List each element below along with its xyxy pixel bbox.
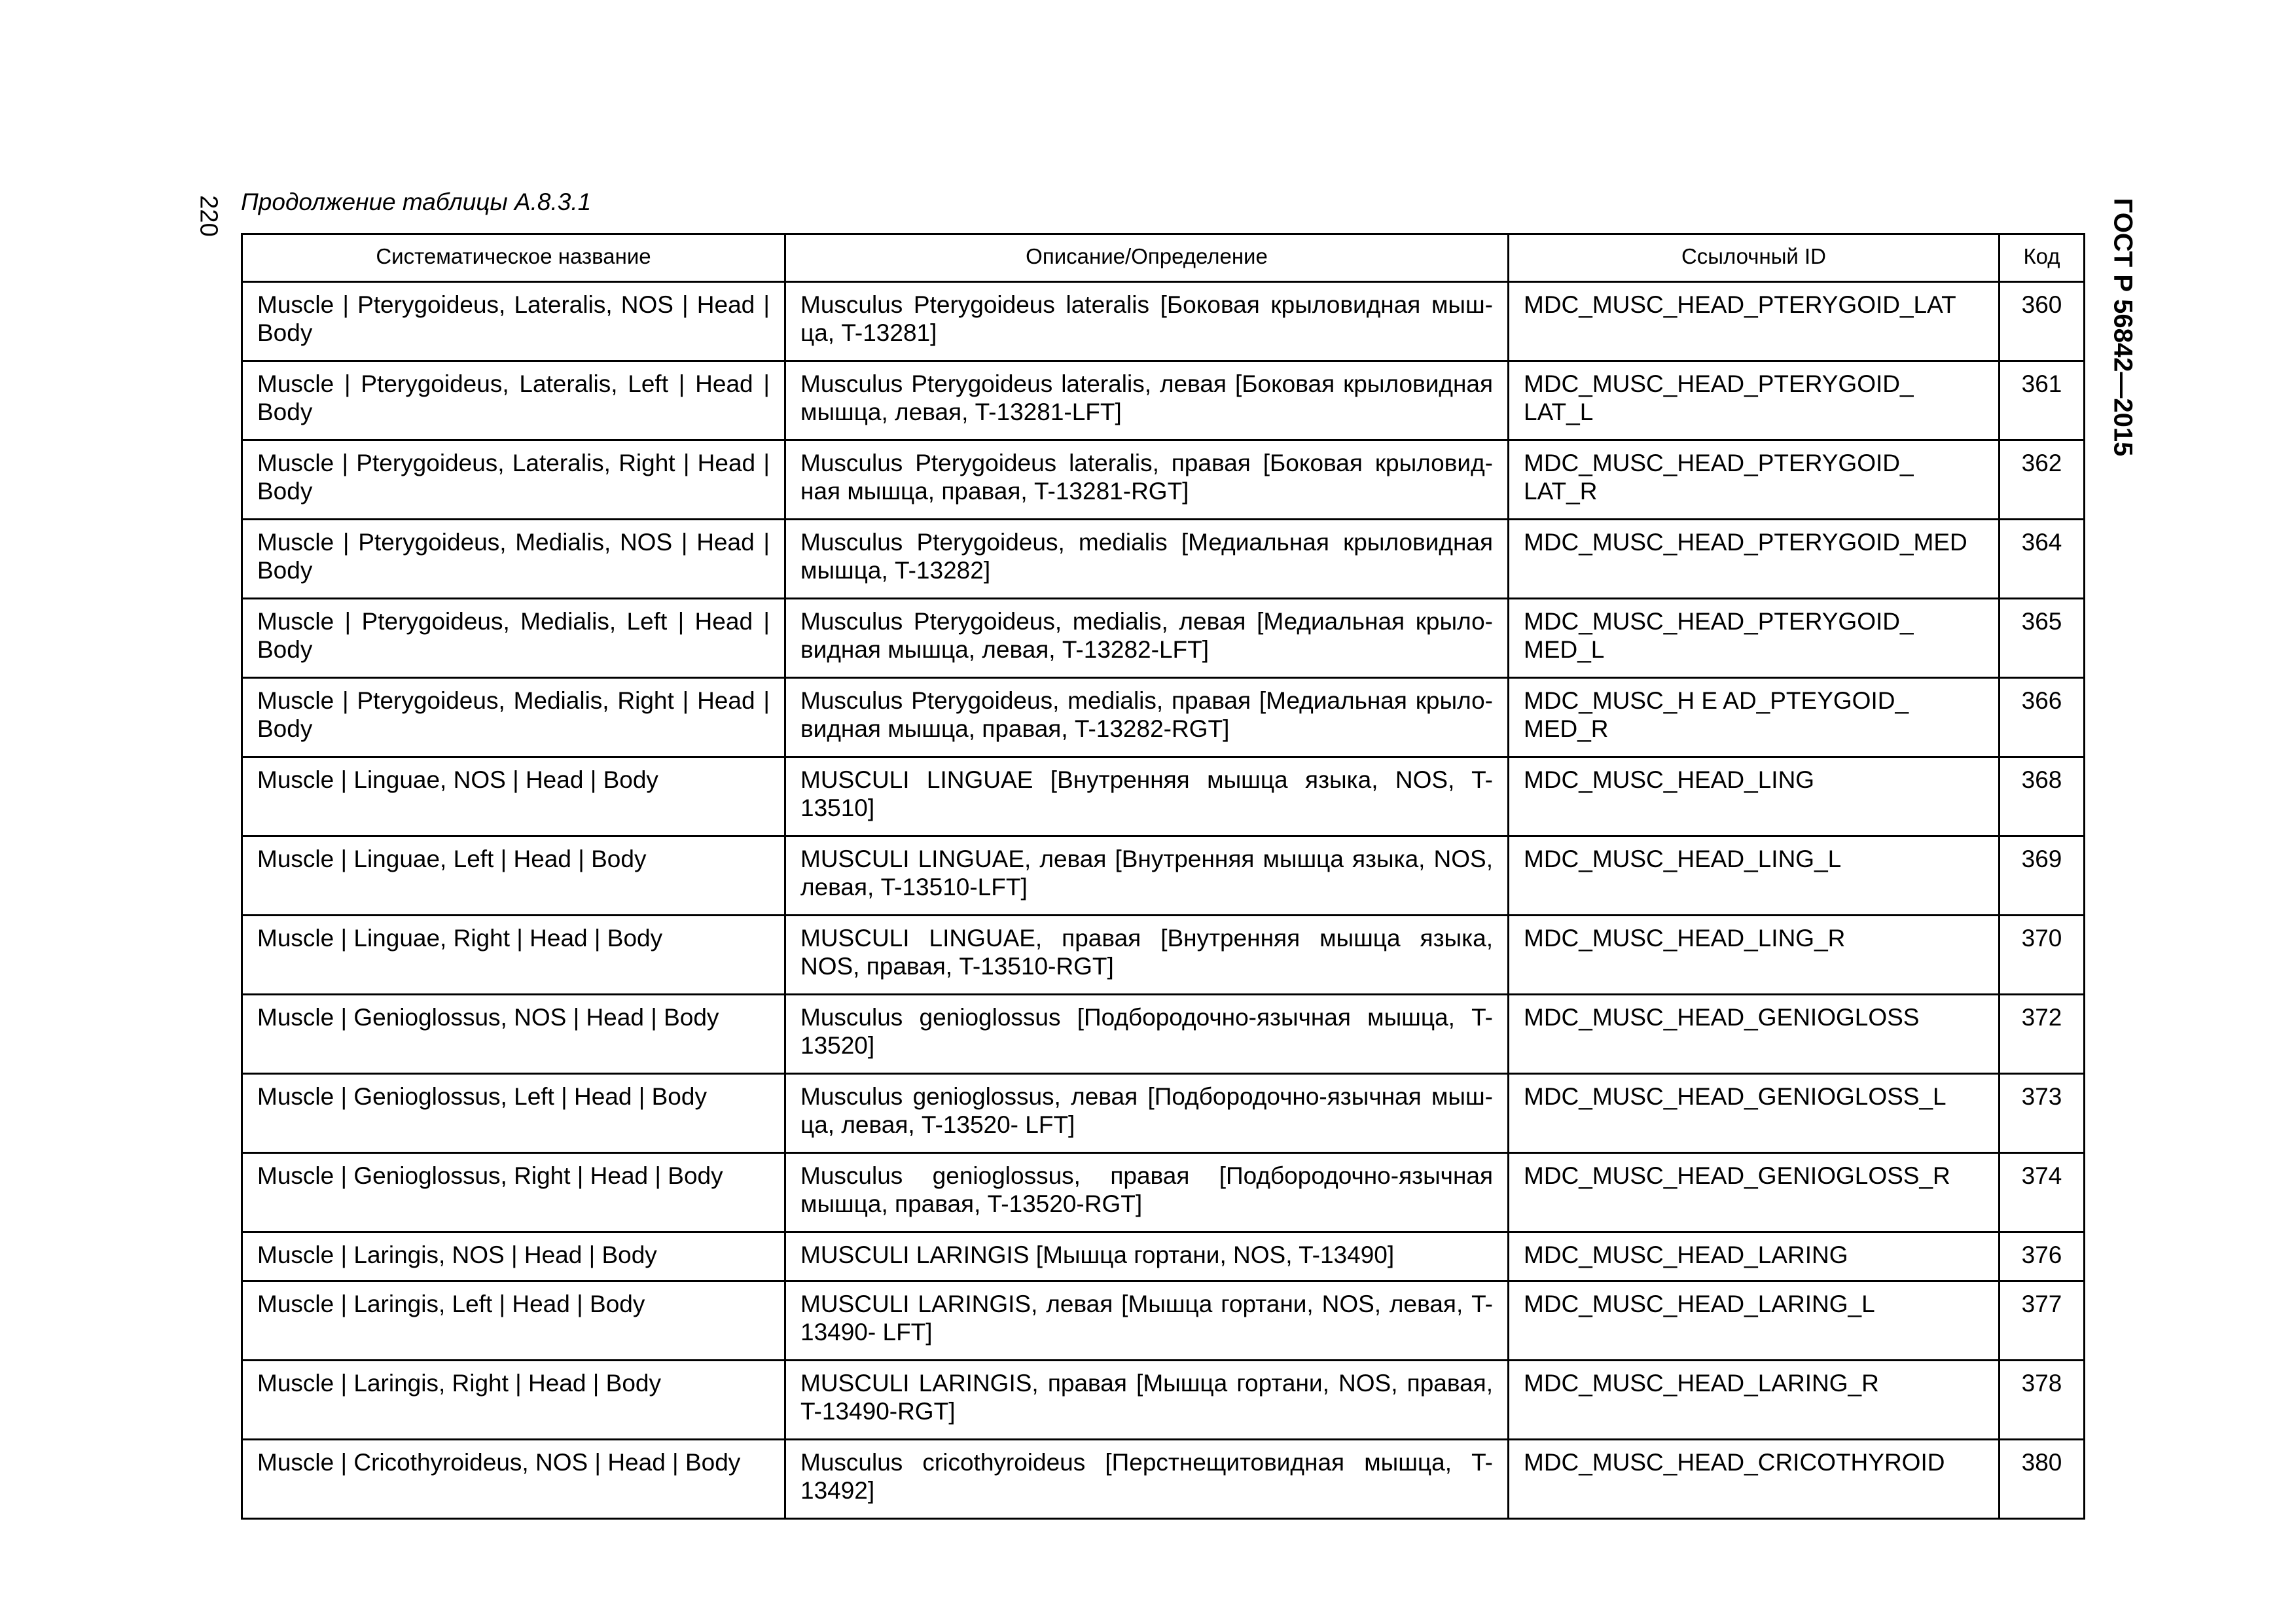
cell-code: 374 xyxy=(2000,1153,2085,1232)
cell-reference-id: MDC_MUSC_HEAD_LING xyxy=(1509,757,2000,836)
cell-code: 373 xyxy=(2000,1074,2085,1153)
cell-reference-id: MDC_MUSC_HEAD_LING_L xyxy=(1509,836,2000,916)
cell-reference-id: MDC_MUSC_HEAD_PTERYGOID_ MED_L xyxy=(1509,599,2000,678)
cell-reference-id: MDC_MUSC_H E AD_PTEYGOID_ MED_R xyxy=(1509,678,2000,757)
cell-reference-id: MDC_MUSC_HEAD_LARING xyxy=(1509,1232,2000,1281)
cell-reference-id: MDC_MUSC_HEAD_LARING_L xyxy=(1509,1281,2000,1361)
table-row xyxy=(242,836,2085,916)
cell-systematic-name: Muscle | Pterygoideus, Lateralis, Left | Head | Body xyxy=(242,361,785,440)
cell-systematic-name: Muscle | Laringis, Right | Head | Body xyxy=(242,1361,785,1440)
table-caption: Продолжение таблицы А.8.3.1 xyxy=(241,188,592,215)
header-reference-id: Ссылочный ID xyxy=(1509,234,2000,277)
cell-reference-id: MDC_MUSC_HEAD_PTERYGOID_MED xyxy=(1509,520,2000,599)
cell-code: 366 xyxy=(2000,678,2085,757)
cell-description: MUSCULI LINGUAE [Внутренняя мышца языка, NOS, T-13510] xyxy=(785,757,1509,836)
cell-description: Musculus genioglossus, правая [Подбородочно-язычная мышца, правая, T-13520-RGT] xyxy=(785,1153,1509,1232)
table-row xyxy=(242,440,2085,520)
cell-reference-id: MDC_MUSC_HEAD_CRICOTHYROID xyxy=(1509,1440,2000,1519)
cell-reference-id: MDC_MUSC_HEAD_PTERYGOID_ LAT_R xyxy=(1509,440,2000,520)
page-number: 220 xyxy=(194,195,223,237)
table-row xyxy=(242,361,2085,440)
table-row xyxy=(242,520,2085,599)
table-row xyxy=(242,1232,2085,1281)
table-row xyxy=(242,1281,2085,1361)
cell-systematic-name: Muscle | Linguae, Right | Head | Body xyxy=(242,916,785,995)
cell-code: 362 xyxy=(2000,440,2085,520)
cell-reference-id: MDC_MUSC_HEAD_PTERYGOID_LAT xyxy=(1509,282,2000,361)
table-row xyxy=(242,1440,2085,1519)
cell-systematic-name: Muscle | Genioglossus, Right | Head | Body xyxy=(242,1153,785,1232)
cell-code: 378 xyxy=(2000,1361,2085,1440)
cell-code: 361 xyxy=(2000,361,2085,440)
cell-systematic-name: Muscle | Linguae, Left | Head | Body xyxy=(242,836,785,916)
table-row xyxy=(242,1074,2085,1153)
table-row xyxy=(242,599,2085,678)
cell-systematic-name: Muscle | Cricothyroideus, NOS | Head | Body xyxy=(242,1440,785,1519)
cell-systematic-name: Muscle | Pterygoideus, Medialis, Left | Head | Body xyxy=(242,599,785,678)
cell-description: MUSCULI LINGUAE, правая [Внутренняя мышца языка, NOS, правая, T-13510-RGT] xyxy=(785,916,1509,995)
cell-reference-id: MDC_MUSC_HEAD_GENIOGLOSS_L xyxy=(1509,1074,2000,1153)
cell-systematic-name: Muscle | Genioglossus, NOS | Head | Body xyxy=(242,995,785,1074)
cell-systematic-name: Muscle | Laringis, NOS | Head | Body xyxy=(242,1232,785,1281)
cell-description: Musculus Pterygoideus, medialis, правая [Медиальная крыло-видная мышца, правая, T-13282-RGT] xyxy=(785,678,1509,757)
cell-description: MUSCULI LARINGIS, левая [Мышца гортани, NOS, левая, T-13490- LFT] xyxy=(785,1281,1509,1361)
cell-reference-id: MDC_MUSC_HEAD_LING_R xyxy=(1509,916,2000,995)
cell-description: Musculus Pterygoideus lateralis [Боковая крыловидная мыш-ца, T-13281] xyxy=(785,282,1509,361)
table-row xyxy=(242,1153,2085,1232)
cell-code: 370 xyxy=(2000,916,2085,995)
table-row xyxy=(242,916,2085,995)
table-row xyxy=(242,282,2085,361)
cell-systematic-name: Muscle | Laringis, Left | Head | Body xyxy=(242,1281,785,1361)
cell-reference-id: MDC_MUSC_HEAD_GENIOGLOSS_R xyxy=(1509,1153,2000,1232)
cell-description: MUSCULI LARINGIS, правая [Мышца гортани, NOS, правая, T-13490-RGT] xyxy=(785,1361,1509,1440)
cell-code: 368 xyxy=(2000,757,2085,836)
cell-description: Musculus Pterygoideus, medialis [Медиальная крыловидная мышца, T-13282] xyxy=(785,520,1509,599)
cell-code: 372 xyxy=(2000,995,2085,1074)
cell-code: 360 xyxy=(2000,282,2085,361)
cell-description: Musculus cricothyroideus [Перстнещитовидная мышца, T-13492] xyxy=(785,1440,1509,1519)
document-code: ГОСТ Р 56842—2015 xyxy=(2108,198,2138,457)
cell-systematic-name: Muscle | Pterygoideus, Medialis, NOS | Head | Body xyxy=(242,520,785,599)
cell-systematic-name: Muscle | Genioglossus, Left | Head | Body xyxy=(242,1074,785,1153)
cell-systematic-name: Muscle | Pterygoideus, Medialis, Right | Head | Body xyxy=(242,678,785,757)
data-table xyxy=(241,233,2085,1520)
cell-code: 364 xyxy=(2000,520,2085,599)
cell-description: MUSCULI LINGUAE, левая [Внутренняя мышца языка, NOS, левая, T-13510-LFT] xyxy=(785,836,1509,916)
header-systematic-name: Систематическое название xyxy=(242,234,785,277)
cell-systematic-name: Muscle | Pterygoideus, Lateralis, Right | Head | Body xyxy=(242,440,785,520)
cell-code: 377 xyxy=(2000,1281,2085,1361)
cell-description: Musculus Pterygoideus lateralis, левая [Боковая крыловидная мышца, левая, T-13281-LFT] xyxy=(785,361,1509,440)
header-code: Код xyxy=(2000,234,2085,277)
header-description: Описание/Определение xyxy=(785,234,1509,277)
cell-code: 369 xyxy=(2000,836,2085,916)
cell-description: Musculus genioglossus, левая [Подбородочно-язычная мыш-ца, левая, T-13520- LFT] xyxy=(785,1074,1509,1153)
cell-description: MUSCULI LARINGIS [Мышца гортани, NOS, T-13490] xyxy=(785,1232,1509,1281)
cell-code: 376 xyxy=(2000,1232,2085,1281)
table-header-row xyxy=(242,234,2085,277)
cell-reference-id: MDC_MUSC_HEAD_PTERYGOID_ LAT_L xyxy=(1509,361,2000,440)
cell-description: Musculus genioglossus [Подбородочно-язычная мышца, T-13520] xyxy=(785,995,1509,1074)
table-row xyxy=(242,757,2085,836)
table-row xyxy=(242,1361,2085,1440)
cell-systematic-name: Muscle | Linguae, NOS | Head | Body xyxy=(242,757,785,836)
cell-systematic-name: Muscle | Pterygoideus, Lateralis, NOS | Head | Body xyxy=(242,282,785,361)
cell-code: 380 xyxy=(2000,1440,2085,1519)
table-row xyxy=(242,995,2085,1074)
cell-reference-id: MDC_MUSC_HEAD_GENIOGLOSS xyxy=(1509,995,2000,1074)
table-row xyxy=(242,678,2085,757)
cell-description: Musculus Pterygoideus, medialis, левая [Медиальная крыло-видная мышца, левая, T-13282-LFT] xyxy=(785,599,1509,678)
cell-description: Musculus Pterygoideus lateralis, правая [Боковая крыловид-ная мышца, правая, T-13281-RGT] xyxy=(785,440,1509,520)
header-double-rule xyxy=(242,277,2085,282)
cell-code: 365 xyxy=(2000,599,2085,678)
cell-reference-id: MDC_MUSC_HEAD_LARING_R xyxy=(1509,1361,2000,1440)
